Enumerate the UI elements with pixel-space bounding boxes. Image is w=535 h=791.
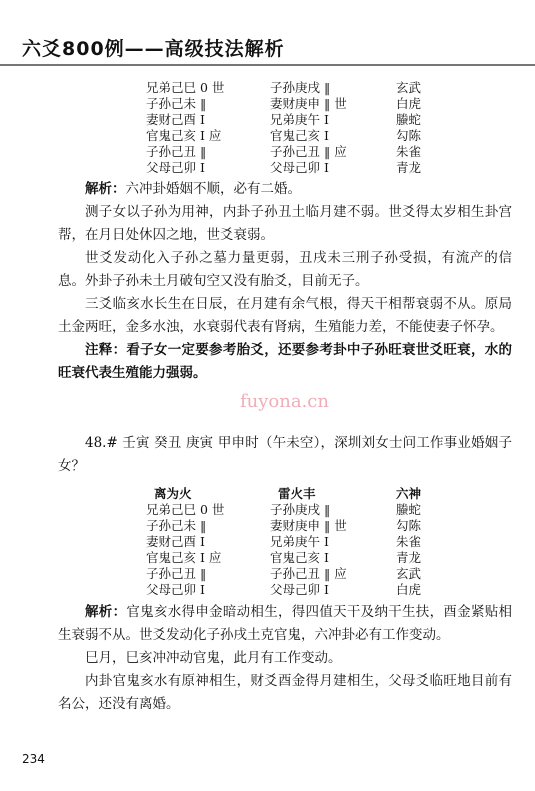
analysis-section-2 [58, 601, 512, 716]
table-cell: 勾陈 [396, 128, 422, 143]
case-48-section [58, 432, 512, 478]
table-cell: 子孙庚戌 ‖ [270, 502, 331, 517]
note-paragraph [58, 339, 512, 385]
analysis-label: 解析： [85, 181, 126, 197]
table-cell: 官鬼己亥 Ⅰ [270, 550, 329, 565]
analysis-section-1 [58, 178, 512, 385]
table-header-cell: 离为火 [154, 486, 192, 501]
table-cell: 父母己卯 Ⅰ [270, 160, 329, 175]
table-cell: 官鬼己亥 Ⅰ 应 [146, 550, 222, 565]
page-header-title: 六爻800例——高级技法解析 [22, 38, 285, 60]
case-heading: 48.# 壬寅 癸丑 庚寅 甲申时（午未空），深圳刘女士问工作事业婚姻子女？ [58, 435, 512, 474]
analysis-text: 六冲卦婚姻不顺，必有二婚。 [125, 181, 301, 197]
analysis-paragraph: 巳月，巳亥冲冲动官鬼，此月有工作变动。 [85, 650, 342, 666]
table-cell: 子孙己未 ‖ [146, 518, 207, 533]
table-cell: 兄弟庚午 Ⅰ [270, 112, 329, 127]
table-cell: 父母己卯 Ⅰ [270, 582, 329, 597]
table-cell: 子孙庚戌 ‖ [270, 80, 331, 95]
note-label: 注释： [85, 342, 127, 358]
analysis-paragraph: 世爻发动化入子孙之墓力量更弱，丑戌未三刑子孙受损，有流产的信息。外卦子孙未土月破旬空又没有胎爻，目前无子。 [58, 250, 512, 289]
table-cell: 玄武 [396, 566, 422, 581]
table-cell: 父母己卯 Ⅰ [146, 582, 205, 597]
page-number: 234 [22, 752, 45, 766]
table-cell: 官鬼己亥 Ⅰ [270, 128, 329, 143]
table-cell: 朱雀 [396, 144, 422, 159]
table-cell: 兄弟庚午 Ⅰ [270, 534, 329, 549]
table-cell: 兄弟己巳 0 世 [146, 502, 225, 517]
table-cell: 朱雀 [396, 534, 422, 549]
table-header-cell: 雷火丰 [278, 486, 316, 501]
table-cell: 白虎 [396, 582, 422, 597]
table-cell: 螣蛇 [396, 112, 422, 127]
table-cell: 青龙 [396, 550, 422, 565]
table-cell: 官鬼己亥 Ⅰ 应 [146, 128, 222, 143]
table-cell: 白虎 [396, 96, 422, 111]
table-cell: 妻财己酉 Ⅰ [146, 112, 205, 127]
table-cell: 勾陈 [396, 518, 422, 533]
table-cell: 青龙 [396, 160, 422, 175]
table-cell: 玄武 [396, 80, 422, 95]
table-cell: 子孙己丑 ‖ [146, 566, 207, 581]
analysis-label: 解析： [85, 604, 127, 620]
table-cell: 子孙己丑 ‖ 应 [270, 566, 347, 581]
table-cell: 螣蛇 [396, 502, 422, 517]
header-divider [0, 64, 535, 66]
table-cell: 妻财己酉 Ⅰ [146, 534, 205, 549]
table-cell: 子孙己丑 ‖ 应 [270, 144, 347, 159]
analysis-paragraph [58, 601, 512, 647]
analysis-text: 官鬼亥水得申金暗动相生，得四值天干及纳干生扶，酉金紧贴相生衰弱不从。世爻发动化子孙戌土克官鬼，六冲卦必有工作变动。 [58, 604, 513, 643]
table-cell: 妻财庚申 ‖ 世 [270, 518, 347, 533]
table-cell: 兄弟己巳 0 世 [146, 80, 225, 95]
table-cell: 妻财庚申 ‖ 世 [270, 96, 347, 111]
analysis-paragraph: 测子女以子孙为用神，内卦子孙丑土临月建不弱。世爻得太岁相生卦宫帮，在月日处休囚之地，世爻衰弱。 [58, 204, 512, 243]
table-cell: 父母己卯 Ⅰ [146, 160, 205, 175]
analysis-paragraph: 三爻临亥水长生在日辰，在月建有余气根，得天干相帮衰弱不从。原局土金两旺，金多水浊，水衰弱代表有肾病，生殖能力差，不能使妻子怀孕。 [58, 296, 512, 335]
table-cell: 子孙己未 ‖ [146, 96, 207, 111]
note-text: 看子女一定要参考胎爻，还要参考卦中子孙旺衰世爻旺衰，水的旺衰代表生殖能力强弱。 [58, 342, 513, 381]
watermark: fuyona.cn [240, 391, 329, 412]
analysis-paragraph [58, 178, 512, 201]
table-header-cell: 六神 [396, 486, 422, 501]
analysis-paragraph: 内卦官鬼亥水有原神相生，财爻酉金得月建相生，父母爻临旺地目前有名公，还没有离婚。 [58, 673, 512, 712]
table-cell: 子孙己丑 ‖ [146, 144, 207, 159]
